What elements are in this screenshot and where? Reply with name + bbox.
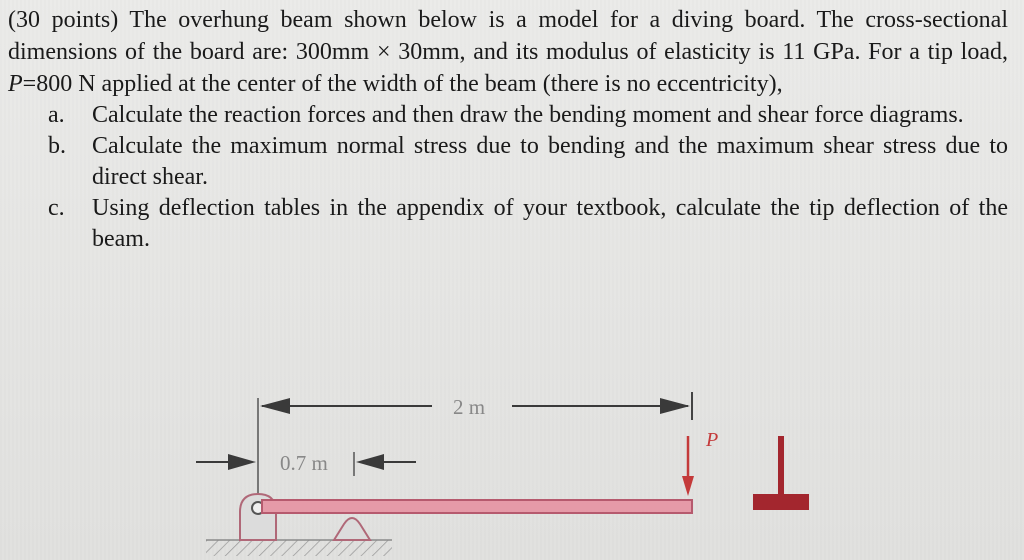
- tip-load-arrowhead: [682, 476, 694, 496]
- part-c-text: Using deflection tables in the appendix of your textbook, calculate the tip deflection of the beam.: [92, 195, 1008, 252]
- width-center-load-base: [753, 494, 809, 510]
- load-symbol: P: [8, 71, 23, 97]
- part-a-letter: a.: [48, 102, 65, 128]
- overhang-arrowhead-left: [228, 454, 256, 470]
- intro-text-1: The overhung beam shown below is a model for a diving board. The cross-sectional dimensions of the board are: 300mm × 30mm, and its modulus of elasticity is 11 GPa. For a tip load,: [8, 7, 1008, 65]
- span-dimension: [258, 392, 692, 500]
- part-b-text: Calculate the maximum normal stress due to bending and the maximum shear stress due to direct shear.: [92, 133, 1008, 190]
- part-a-text: Calculate the reaction forces and then draw the bending moment and shear force diagrams.: [92, 102, 964, 128]
- part-c-letter: c.: [48, 195, 65, 221]
- span-arrowhead-right: [660, 398, 690, 414]
- ground-hatch: [206, 540, 392, 556]
- part-b-letter: b.: [48, 133, 66, 159]
- intro-text-2: =800 N applied at the center of the width of the beam (there is no eccentricity),: [22, 71, 783, 97]
- roller-support: [334, 518, 370, 540]
- overhang-dimension: [196, 451, 416, 476]
- points-label: (30 points): [8, 7, 119, 33]
- tip-load-label: P: [706, 429, 719, 451]
- width-center-load-symbol: [753, 436, 809, 510]
- diving-board-beam: [262, 500, 692, 513]
- span-label: 2 m: [453, 395, 486, 419]
- tip-load: [682, 429, 718, 496]
- overhang-arrowhead-right: [356, 454, 384, 470]
- span-arrowhead-left: [260, 398, 290, 414]
- overhang-label: 0.7 m: [280, 451, 328, 475]
